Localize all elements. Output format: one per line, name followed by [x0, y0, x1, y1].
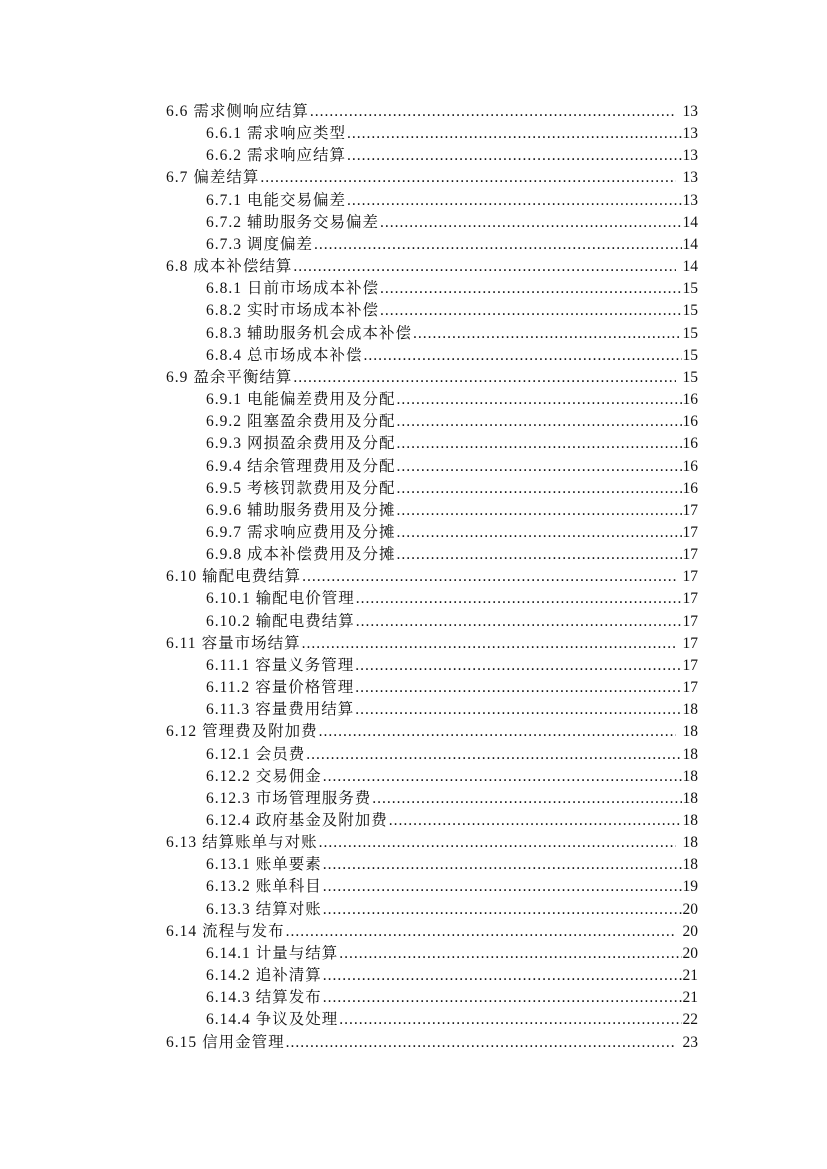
toc-entry-label: [206, 300, 379, 322]
toc-entry[interactable]: [166, 588, 698, 610]
toc-entry[interactable]: [166, 566, 698, 588]
toc-entry-title: 容量义务管理: [255, 656, 355, 674]
dotted-leader: [323, 899, 682, 921]
toc-entry[interactable]: [166, 854, 698, 876]
toc-entry-page: 14: [682, 235, 698, 253]
toc-entry-label: [206, 1009, 338, 1031]
toc-entry[interactable]: [166, 123, 698, 145]
toc-entry-number: 6.14.2: [206, 967, 251, 985]
toc-entry[interactable]: [166, 145, 698, 167]
toc-entry-label: [166, 832, 318, 854]
toc-entry-number: 6.12.2: [206, 767, 251, 785]
toc-entry[interactable]: [166, 965, 698, 987]
toc-entry-number: 6.13.3: [206, 900, 251, 918]
toc-entry-label: [206, 345, 363, 367]
dotted-leader: [260, 167, 675, 189]
toc-entry-title: 结算账单与对账: [202, 834, 318, 852]
toc-entry-number: 6.8.3: [206, 324, 242, 342]
toc-entry-title: 管理费及附加费: [202, 723, 318, 741]
toc-entry-number: 6.6: [166, 103, 189, 120]
toc-entry-number: 6.11: [166, 634, 197, 652]
toc-entry-page: 13: [682, 169, 698, 187]
dotted-leader: [302, 633, 676, 655]
toc-entry-page: 15: [682, 302, 698, 320]
toc-entry-label: [206, 145, 346, 167]
toc-entry[interactable]: [166, 611, 698, 633]
toc-entry-title: 日前市场成本补偿: [247, 280, 380, 298]
toc-entry-label: [166, 566, 301, 588]
dotted-leader: [397, 456, 682, 478]
toc-entry-title: 辅助服务机会成本补偿: [247, 324, 413, 342]
toc-entry-title: 电能交易偏差: [247, 191, 347, 209]
toc-entry-number: 6.8: [166, 258, 189, 276]
toc-entry-number: 6.14.4: [206, 1011, 251, 1029]
toc-entry-page: 17: [682, 568, 698, 586]
toc-entry-label: [166, 256, 292, 278]
toc-entry-label: [206, 655, 354, 677]
toc-entry-number: 6.9.2: [206, 413, 242, 431]
toc-entry-label: [206, 190, 346, 212]
dotted-leader: [339, 943, 681, 965]
toc-entry-number: 6.15: [166, 1033, 198, 1051]
dotted-leader: [323, 766, 682, 788]
toc-entry-page: 17: [682, 656, 698, 674]
toc-entry-number: 6.11.1: [206, 656, 251, 674]
toc-entry-label: [206, 987, 322, 1009]
toc-entry-page: 18: [682, 767, 698, 785]
toc-entry-page: 18: [682, 856, 698, 874]
toc-entry-page: 17: [682, 634, 698, 652]
toc-entry[interactable]: [166, 256, 698, 278]
toc-entry-page: 17: [682, 501, 698, 519]
toc-entry[interactable]: [166, 522, 698, 544]
toc-entry-page: 18: [682, 701, 698, 719]
toc-entry[interactable]: [166, 832, 698, 854]
dotted-leader: [323, 987, 682, 1009]
dotted-leader: [323, 854, 682, 876]
toc-entry-label: [206, 544, 396, 566]
toc-entry-title: 结算发布: [255, 989, 322, 1007]
toc-entry-label: [206, 854, 322, 876]
toc-entry-number: 6.14: [166, 922, 198, 940]
toc-entry-number: 6.9.4: [206, 457, 242, 475]
toc-entry-page: 19: [682, 878, 698, 896]
dotted-leader: [380, 212, 681, 234]
toc-entry-page: 15: [682, 346, 698, 364]
toc-entry-page: 17: [682, 612, 698, 630]
toc-entry-page: 18: [682, 812, 698, 829]
toc-entry-number: 6.13.1: [206, 856, 251, 874]
toc-entry-number: 6.13: [166, 834, 198, 852]
toc-entry[interactable]: [166, 167, 698, 189]
dotted-leader: [356, 611, 682, 633]
toc-entry-page: 16: [682, 435, 698, 453]
toc-entry-label: [206, 411, 396, 433]
toc-entry-label: [206, 699, 354, 721]
toc-entry-title: 信用金管理: [202, 1033, 285, 1051]
toc-entry[interactable]: [166, 212, 698, 234]
toc-entry[interactable]: [166, 788, 698, 810]
toc-entry-label: [206, 588, 355, 610]
toc-entry-page: 13: [682, 191, 698, 209]
dotted-leader: [364, 345, 682, 367]
toc-entry-title: 容量市场结算: [201, 634, 301, 652]
toc-entry[interactable]: [166, 456, 698, 478]
toc-entry-title: 需求响应费用及分摊: [247, 523, 396, 541]
toc-entry-page: 17: [682, 523, 698, 541]
dotted-leader: [323, 876, 682, 898]
toc-entry-title: 容量费用结算: [255, 701, 355, 719]
toc-entry-title: 交易佣金: [255, 767, 322, 785]
dotted-leader: [372, 788, 681, 810]
toc-entry[interactable]: [166, 367, 698, 389]
toc-entry-label: [206, 323, 412, 345]
toc-entry-number: 6.9: [166, 368, 189, 386]
dotted-leader: [339, 1009, 681, 1031]
toc-entry-number: 6.9.6: [206, 501, 242, 519]
toc-entry-label: [206, 744, 305, 766]
toc-entry-title: 总市场成本补偿: [247, 346, 363, 364]
toc-entry-page: 18: [682, 834, 698, 852]
toc-entry-title: 盈余平衡结算: [193, 368, 293, 386]
toc-entry-number: 6.10.2: [206, 612, 251, 630]
toc-entry-title: 需求侧响应结算: [193, 103, 309, 120]
dotted-leader: [347, 190, 681, 212]
toc-entry[interactable]: [166, 278, 698, 300]
dotted-leader: [293, 256, 675, 278]
toc-entry-label: [206, 766, 322, 788]
toc-entry-title: 调度偏差: [247, 235, 314, 253]
toc-entry-label: [206, 478, 396, 500]
toc-entry-page: 13: [682, 147, 698, 165]
toc-entry-title: 需求响应结算: [247, 147, 347, 165]
toc-entry-page: 17: [682, 546, 698, 564]
toc-entry-page: 18: [682, 745, 698, 763]
toc-entry-number: 6.12.3: [206, 789, 251, 807]
toc-entry-number: 6.11.2: [206, 679, 251, 697]
toc-entry-title: 追补清算: [255, 967, 322, 985]
toc-entry-page: 15: [682, 324, 698, 342]
toc-entry[interactable]: [166, 234, 698, 256]
dotted-leader: [355, 699, 681, 721]
toc-entry-label: [206, 456, 396, 478]
toc-entry[interactable]: [166, 699, 698, 721]
toc-entry-title: 成本补偿结算: [193, 258, 293, 276]
toc-entry[interactable]: [166, 766, 698, 788]
toc-entry-title: 网损盈余费用及分配: [247, 435, 396, 453]
toc-entry-number: 6.9.3: [206, 435, 242, 453]
toc-entry-title: 实时市场成本补偿: [247, 302, 380, 320]
toc-entry-label: [206, 522, 396, 544]
toc-entry-number: 6.8.2: [206, 302, 242, 320]
toc-entry-page: 18: [682, 723, 698, 741]
toc-entry-page: 18: [682, 789, 698, 807]
dotted-leader: [397, 522, 682, 544]
toc-entry[interactable]: [166, 300, 698, 322]
toc-entry-label: [206, 677, 354, 699]
toc-entry-number: 6.12.4: [206, 812, 251, 829]
toc-entry[interactable]: [166, 810, 698, 832]
toc-entry[interactable]: [166, 677, 698, 699]
toc-entry-title: 偏差结算: [193, 169, 260, 187]
toc-entry-label: [206, 965, 322, 987]
toc-entry-title: 争议及处理: [255, 1011, 339, 1029]
toc-entry-number: 6.7.3: [206, 235, 242, 253]
toc-entry[interactable]: [166, 478, 698, 500]
dotted-leader: [314, 234, 681, 256]
toc-entry-number: 6.14.3: [206, 989, 251, 1007]
toc-entry-title: 账单科目: [255, 878, 322, 896]
dotted-leader: [286, 921, 676, 943]
toc-entry-page: 13: [682, 103, 698, 120]
toc-entry-label: [206, 123, 346, 145]
toc-entry[interactable]: [166, 101, 698, 123]
toc-entry-title: 容量价格管理: [255, 679, 355, 697]
dotted-leader: [293, 367, 675, 389]
toc-entry[interactable]: [166, 411, 698, 433]
toc-entry-title: 市场管理服务费: [255, 789, 372, 807]
toc-entry-number: 6.10: [166, 568, 198, 586]
dotted-leader: [413, 323, 681, 345]
toc-entry[interactable]: [166, 633, 698, 655]
toc-entry-page: 15: [682, 368, 698, 386]
toc-entry-title: 电能偏差费用及分配: [247, 391, 396, 409]
dotted-leader: [355, 655, 681, 677]
toc-entry-page: 16: [682, 413, 698, 431]
dotted-leader: [310, 101, 676, 123]
toc-entry-label: [206, 389, 396, 411]
toc-entry-title: 结算对账: [255, 900, 322, 918]
toc-entry-title: 流程与发布: [202, 922, 285, 940]
toc-entry-page: 15: [682, 280, 698, 298]
toc-entry[interactable]: [166, 943, 698, 965]
dotted-leader: [323, 965, 682, 987]
toc-entry-number: 6.9.8: [206, 546, 242, 564]
toc-entry-page: 21: [682, 989, 698, 1007]
toc-entry-label: [166, 633, 301, 655]
toc-entry[interactable]: [166, 744, 698, 766]
toc-entry-page: 16: [682, 391, 698, 409]
toc-entry-title: 账单要素: [255, 856, 322, 874]
toc-entry-page: 13: [682, 125, 698, 143]
toc-entry-number: 6.7.1: [206, 191, 242, 209]
toc-entry-page: 17: [682, 590, 698, 608]
dotted-leader: [356, 588, 682, 610]
toc-entry-number: 6.12.1: [206, 745, 251, 763]
toc-entry-page: 20: [682, 944, 698, 962]
toc-entry-page: 20: [682, 900, 698, 918]
dotted-leader: [302, 566, 675, 588]
toc-entry-label: [206, 943, 338, 965]
toc-entry-page: 14: [682, 258, 698, 276]
dotted-leader: [397, 544, 682, 566]
dotted-leader: [397, 389, 682, 411]
dotted-leader: [397, 478, 682, 500]
toc-entry[interactable]: [166, 1032, 698, 1054]
toc-entry-title: 输配电价管理: [255, 590, 355, 608]
toc-entry-title: 辅助服务费用及分摊: [247, 501, 396, 519]
toc-entry-title: 辅助服务交易偏差: [247, 213, 380, 231]
dotted-leader: [397, 411, 682, 433]
toc-entry[interactable]: [166, 876, 698, 898]
dotted-leader: [319, 832, 676, 854]
dotted-leader: [306, 744, 681, 766]
toc-entry-page: 20: [682, 922, 698, 940]
toc-entry-title: 计量与结算: [255, 944, 339, 962]
toc-entry-number: 6.10.1: [206, 590, 251, 608]
toc-entry-page: 16: [682, 457, 698, 475]
toc-entry-label: [206, 810, 388, 832]
toc-entry[interactable]: [166, 345, 698, 367]
toc-entry[interactable]: [166, 323, 698, 345]
toc-entry-number: 6.14.1: [206, 944, 251, 962]
toc-entry-number: 6.7.2: [206, 213, 242, 231]
toc-entry[interactable]: [166, 921, 698, 943]
dotted-leader: [389, 810, 682, 832]
toc-entry-label: [206, 433, 396, 455]
toc-entry-title: 成本补偿费用及分摊: [247, 546, 396, 564]
toc-entry-number: 6.8.4: [206, 346, 242, 364]
toc-entry-label: [206, 212, 379, 234]
toc-entry-label: [206, 611, 355, 633]
dotted-leader: [380, 278, 681, 300]
toc-entry-title: 政府基金及附加费: [255, 812, 388, 829]
toc-entry-title: 输配电费结算: [255, 612, 355, 630]
dotted-leader: [397, 500, 682, 522]
toc-entry-title: 需求响应类型: [247, 125, 347, 143]
toc-entry-number: 6.7: [166, 169, 189, 187]
toc-entry-number: 6.6.2: [206, 147, 242, 165]
toc-entry-label: [206, 234, 313, 256]
toc-entry[interactable]: [166, 190, 698, 212]
toc-entry-label: [166, 101, 309, 123]
toc-entry-title: 结余管理费用及分配: [247, 457, 396, 475]
toc-entry-label: [206, 500, 396, 522]
toc-entry-title: 会员费: [255, 745, 306, 763]
toc-entry[interactable]: [166, 655, 698, 677]
toc-entry-label: [166, 721, 318, 743]
toc-entry-page: 21: [682, 967, 698, 985]
toc-entry-number: 6.9.1: [206, 391, 242, 409]
toc-entry-label: [206, 278, 379, 300]
toc-entry[interactable]: [166, 500, 698, 522]
dotted-leader: [380, 300, 681, 322]
dotted-leader: [355, 677, 681, 699]
toc-entry-title: 输配电费结算: [202, 568, 302, 586]
toc-entry[interactable]: [166, 544, 698, 566]
toc-entry-label: [166, 367, 292, 389]
toc-entry-label: [166, 921, 285, 943]
toc-entry[interactable]: [166, 899, 698, 921]
toc-entry-page: 17: [682, 679, 698, 697]
toc-entry[interactable]: [166, 987, 698, 1009]
toc-entry[interactable]: [166, 389, 698, 411]
toc-entry[interactable]: [166, 1009, 698, 1031]
dotted-leader: [347, 123, 681, 145]
toc-entry[interactable]: [166, 433, 698, 455]
dotted-leader: [347, 145, 681, 167]
toc-entry-number: 6.13.2: [206, 878, 251, 896]
toc-entry-title: 考核罚款费用及分配: [247, 479, 396, 497]
toc-entry-label: [206, 788, 371, 810]
toc-entry-number: 6.9.5: [206, 479, 242, 497]
toc-entry-page: 23: [682, 1033, 698, 1051]
toc-entry-number: 6.12: [166, 723, 198, 741]
dotted-leader: [397, 433, 682, 455]
dotted-leader: [286, 1032, 676, 1054]
dotted-leader: [319, 721, 676, 743]
toc-entry-label: [206, 899, 322, 921]
toc-entry-page: 16: [682, 479, 698, 497]
toc-entry-number: 6.8.1: [206, 280, 242, 298]
toc-entry[interactable]: [166, 721, 698, 743]
toc-entry-page: 14: [682, 213, 698, 231]
toc-entry-title: 阻塞盈余费用及分配: [247, 413, 396, 431]
toc-entry-page: 22: [682, 1011, 698, 1029]
toc-entry-number: 6.6.1: [206, 125, 242, 143]
toc-entry-number: 6.9.7: [206, 523, 242, 541]
toc-list: [166, 101, 698, 1054]
toc-entry-label: [166, 167, 259, 189]
toc-entry-number: 6.11.3: [206, 701, 251, 719]
toc-entry-label: [206, 876, 322, 898]
toc-entry-label: [166, 1032, 285, 1054]
